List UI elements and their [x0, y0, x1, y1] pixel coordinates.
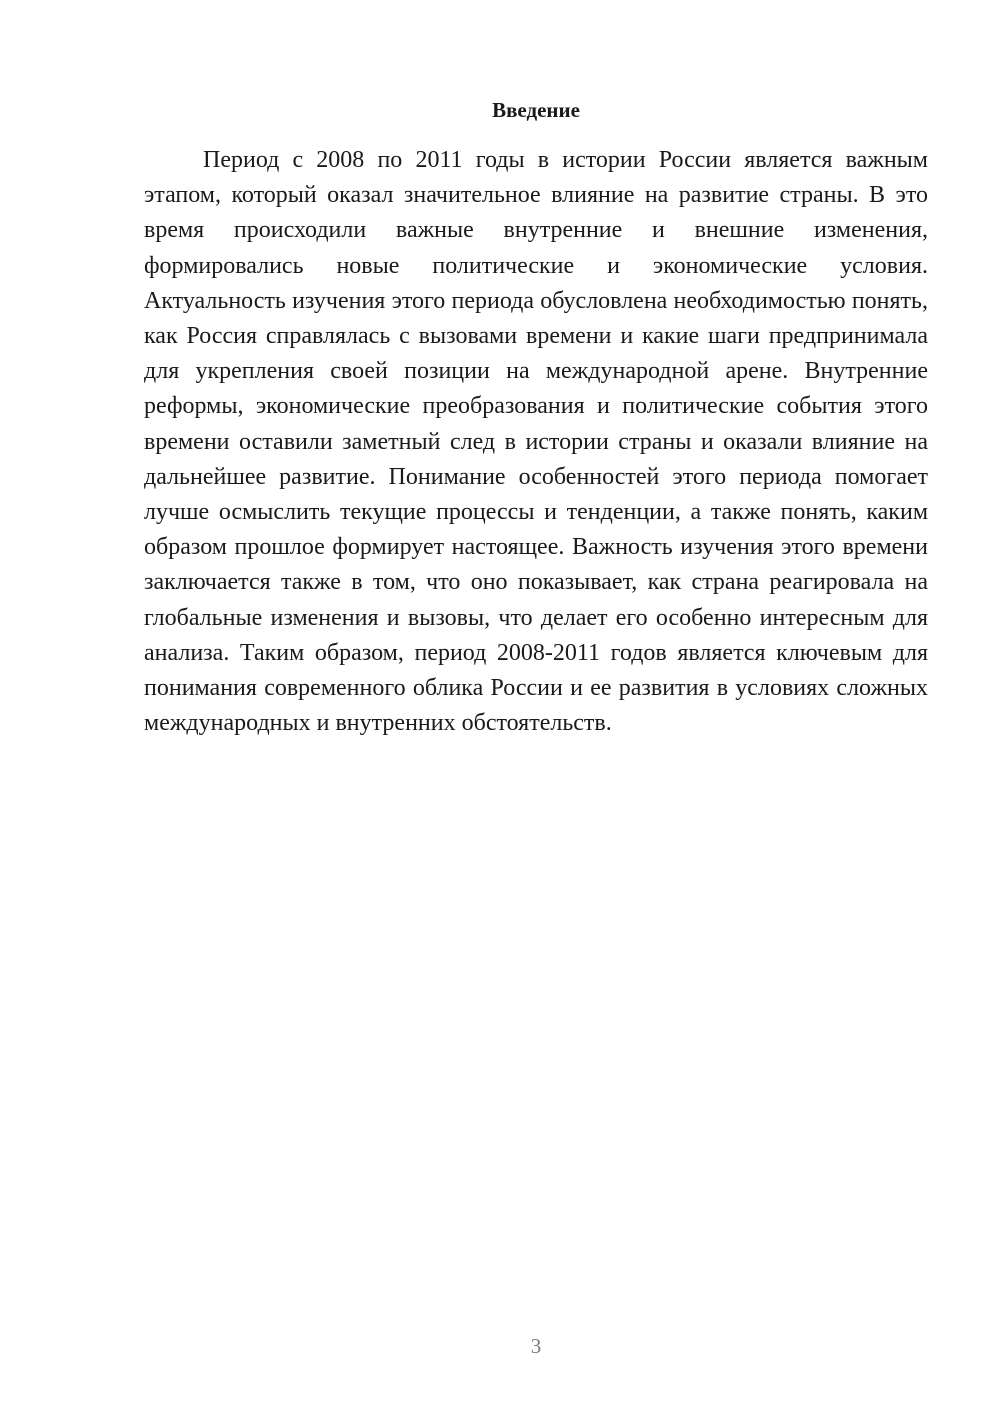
intro-paragraph: Период с 2008 по 2011 годы в истории России является важным этапом, который оказал значительное влияние на развитие страны. В это время происходили важные внутренние и внешние изменения, формировались новые политические и экономические условия. Актуальность изучения этого периода обусловлена необходимостью понять, как Россия справлялась с вызовами времени и какие шаги предпринимала для укрепления своей позиции на международной арене. Внутренние реформы, экономические преобразования и политические события этого времени оставили заметный след в истории страны и оказали влияние на дальнейшее развитие. Понимание особенностей этого периода помогает лучше осмыслить текущие процессы и тенденции, а также понять, каким образом прошлое формирует настоящее. Важность изучения этого времени заключается также в том, что оно показывает, как страна реагировала на глобальные изменения и вызовы, что делает его особенно интересным для анализа. Таким образом, период 2008-2011 годов является ключевым для понимания современного облика России и ее развития в условиях сложных международных и внутренних обстоятельств. [144, 147, 928, 737]
section-title: Введение [492, 98, 580, 122]
page-number: 3 [530, 1334, 542, 1358]
